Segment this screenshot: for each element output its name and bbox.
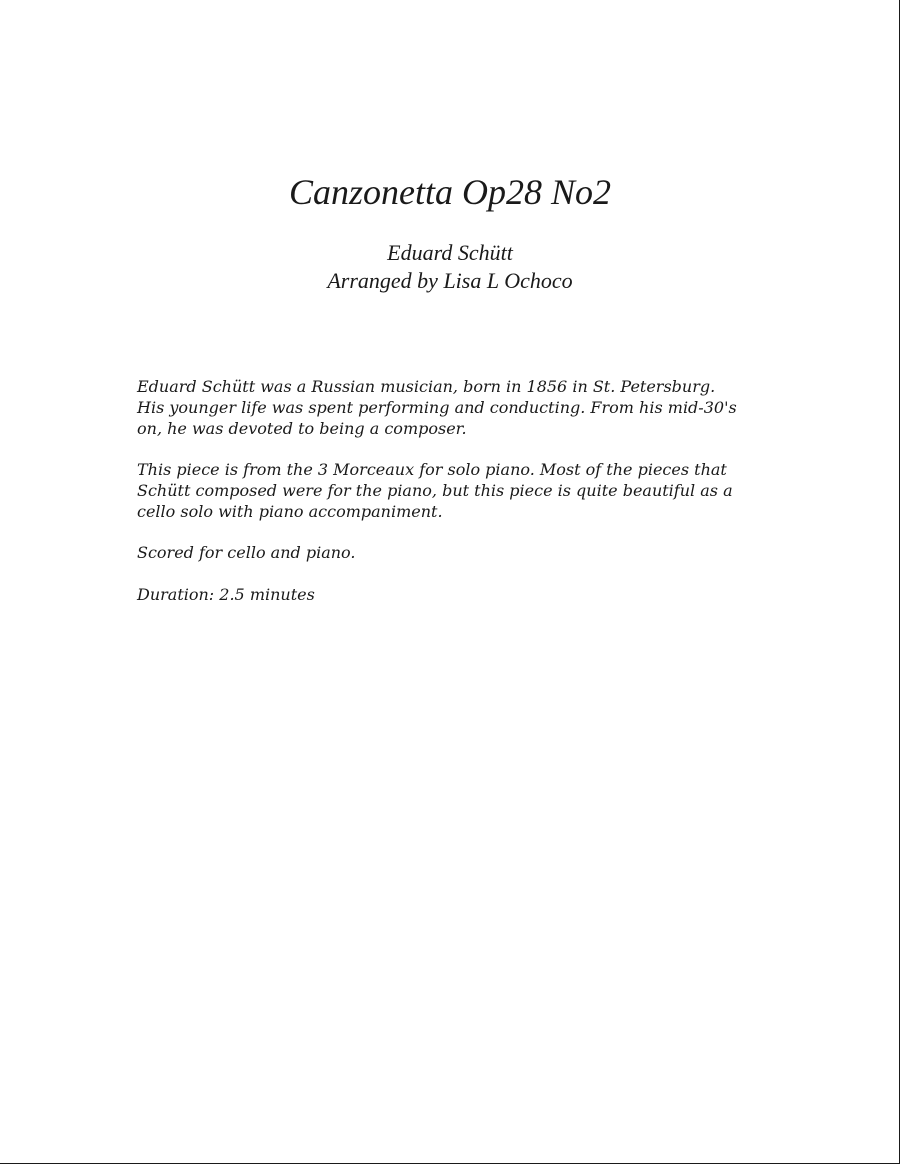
biography-paragraph bbox=[137, 376, 777, 439]
text-line: cello solo with piano accompaniment. bbox=[137, 502, 443, 521]
page-title: Canzonetta Op28 No2 bbox=[288, 172, 611, 212]
duration-note: Duration: 2.5 minutes bbox=[137, 585, 315, 604]
scoring-note: Scored for cello and piano. bbox=[137, 543, 356, 562]
text-line: on, he was devoted to being a composer. bbox=[137, 419, 467, 438]
composer-name: Eduard Schütt bbox=[387, 240, 513, 265]
arranger-credit: Arranged by Lisa L Ochoco bbox=[327, 268, 573, 293]
text-line: This piece is from the 3 Morceaux for solo piano. Most of the pieces that bbox=[137, 460, 727, 479]
text-line: Eduard Schütt was a Russian musician, born in 1856 in St. Petersburg. bbox=[137, 377, 716, 396]
text-line: His younger life was spent performing and conducting. From his mid-30's bbox=[137, 398, 737, 417]
piece-description-paragraph bbox=[137, 459, 777, 522]
text-line: Schütt composed were for the piano, but this piece is quite beautiful as a bbox=[137, 481, 733, 500]
